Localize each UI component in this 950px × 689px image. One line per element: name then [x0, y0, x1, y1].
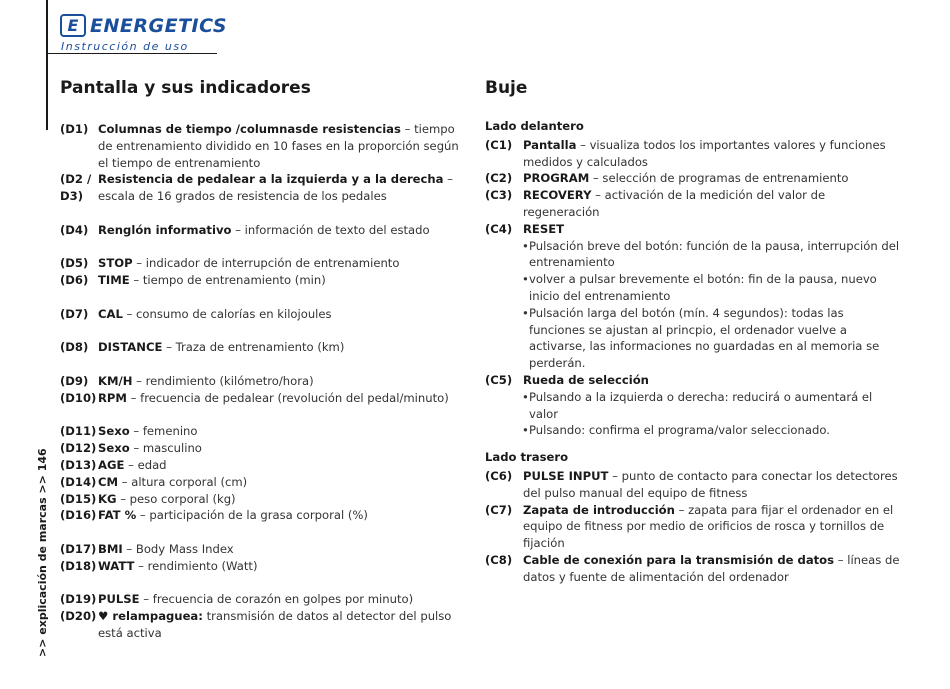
item-term: BMI: [98, 541, 123, 556]
item-code: (D17): [60, 541, 97, 556]
item-desc: – masculino: [129, 441, 202, 456]
list-item: [60, 457, 470, 474]
item-term: Cable de conexión para la transmisión de datos: [523, 552, 835, 567]
list-item: [60, 373, 470, 390]
item-code: (C4): [485, 221, 513, 236]
item-desc: – selección de programas de entrenamiento: [589, 171, 849, 186]
item-term: Rueda de selección: [523, 372, 649, 387]
display-indicators-list: [60, 121, 470, 642]
item-desc: – Body Mass Index: [122, 541, 234, 556]
bullet-item: • Pulsación breve del botón: función de la pausa, interrupción del entrenamiento: [522, 238, 900, 270]
section-heading-display: Pantalla y sus indicadores: [60, 78, 311, 98]
item-term: RECOVERY: [523, 188, 592, 203]
list-item: [485, 502, 900, 552]
item-term: Resistencia de pedalear a la izquierda y a la derecha: [98, 172, 444, 187]
section-heading-hub: Buje: [485, 78, 528, 98]
rear-side-heading: Lado trasero: [485, 450, 569, 465]
item-term: CM: [98, 474, 119, 489]
item-code: (C8): [485, 552, 513, 567]
item-code: (D11): [60, 424, 97, 439]
item-term: STOP: [98, 256, 133, 271]
list-item: [485, 221, 900, 238]
header: [60, 14, 227, 53]
item-desc: – peso corporal (kg): [116, 491, 236, 506]
list-item: [60, 222, 470, 239]
bullet-text: Pulsación larga del botón (mín. 4 segundos): todas las funciones se ajustan al princpio, el ordenador vuelve a activarse, las informaciones no guardadas en al memoria se perderán.: [529, 305, 880, 371]
list-item: [60, 558, 470, 575]
item-code: (D5): [60, 256, 89, 271]
item-code: (C3): [485, 188, 513, 203]
list-item: [60, 390, 470, 407]
bullet-item: • Pulsando: confirma el programa/valor seleccionado.: [485, 422, 900, 439]
item-term: Pantalla: [523, 137, 577, 152]
item-term: RESET: [523, 221, 565, 236]
item-term: Sexo: [98, 441, 130, 456]
bullet-text: volver a pulsar brevemente el botón: fin de la pausa, nuevo inicio del entrenamiento: [529, 272, 877, 303]
item-term: RPM: [98, 390, 127, 405]
item-desc: – rendimiento (Watt): [134, 558, 258, 573]
item-code: (D10): [60, 390, 97, 405]
item-code: (C1): [485, 137, 513, 152]
list-item: [60, 491, 470, 508]
item-desc: – activación de la medición del valor de regeneración: [523, 188, 826, 219]
item-desc: – visualiza todos los importantes valores y funciones medidos y calculados: [523, 137, 886, 169]
item-term: ♥ relampaguea:: [98, 609, 203, 624]
item-term: PULSE INPUT: [523, 468, 609, 483]
list-item: [60, 507, 470, 524]
bullet-item: • volver a pulsar brevemente el botón: fin de la pausa, nuevo inicio del entrenamiento: [485, 271, 900, 305]
item-code: (D7): [60, 306, 89, 321]
list-item: [60, 272, 470, 289]
item-term: CAL: [98, 306, 123, 321]
vertical-rule: [46, 0, 48, 130]
front-side-heading: Lado delantero: [485, 119, 584, 133]
item-term: Columnas de tiempo /columnasde resistencias: [98, 122, 401, 136]
item-desc: – participación de la grasa corporal (%): [136, 508, 368, 523]
item-term: WATT: [98, 558, 135, 573]
item-desc: – punto de contacto para conectar los detectores del pulso manual del equipo de fitness: [523, 468, 898, 500]
item-code: (D6): [60, 273, 89, 288]
item-code: (D16): [60, 508, 97, 523]
list-item: [60, 541, 470, 558]
item-code: (D14): [60, 474, 97, 489]
list-item: [60, 339, 470, 356]
list-item: [60, 440, 470, 457]
list-item: [485, 468, 900, 502]
item-term: DISTANCE: [98, 340, 163, 355]
item-term: Zapata de introducción: [523, 502, 675, 517]
item-code: (C5): [485, 372, 513, 387]
item-desc: – frecuencia de pedalear (revolución del pedal/minuto): [126, 390, 449, 405]
item-desc: – frecuencia de corazón en golpes por minuto): [139, 592, 414, 607]
list-item: [485, 552, 900, 586]
item-desc: – tiempo de entrenamiento (min): [129, 273, 326, 288]
header-rule: [46, 53, 217, 54]
brand-logo-mark: E: [60, 14, 86, 37]
item-desc: transmisión de datos al detector del pulso está activa: [98, 609, 452, 640]
item-desc: – altura corporal (cm): [118, 474, 248, 489]
list-item: [485, 372, 900, 389]
list-item: [485, 187, 900, 221]
item-term: TIME: [98, 273, 130, 288]
list-item: [60, 591, 470, 608]
item-code: (D2 / D3): [60, 172, 92, 204]
item-desc: – Traza de entrenamiento (km): [162, 340, 345, 355]
item-term: PROGRAM: [523, 171, 590, 186]
bullet-item: • Pulsando a la izquierda o derecha: reducirá o aumentará el valor: [485, 389, 900, 423]
item-code: (D1): [60, 122, 89, 136]
brand-name: ENERGETICS: [90, 14, 228, 37]
item-desc: – femenino: [129, 424, 198, 439]
manual-subtitle: Instrucción de uso: [61, 40, 189, 53]
list-item: [60, 608, 470, 642]
item-term: FAT %: [98, 508, 137, 523]
item-code: (D15): [60, 491, 97, 506]
item-term: PULSE: [98, 592, 140, 607]
list-item: [60, 255, 470, 272]
item-code: (C2): [485, 171, 513, 186]
item-desc: – consumo de calorías en kilojoules: [122, 306, 332, 321]
item-code: (C6): [485, 468, 513, 483]
item-code: (D13): [60, 457, 97, 472]
list-item: [60, 121, 470, 171]
bullet-text: Pulsación breve del botón: función de la pausa, interrupción del entrenamiento: [529, 238, 900, 270]
item-desc: – indicador de interrupción de entrenamiento: [132, 256, 400, 271]
item-term: KG: [98, 491, 117, 506]
item-code: (D8): [60, 340, 89, 355]
brand-logo: [60, 14, 227, 37]
bullet-text: Pulsando: confirma el programa/valor seleccionado.: [529, 423, 830, 438]
item-code: (C7): [485, 502, 513, 517]
bullet-item: • Pulsación larga del botón (mín. 4 segundos): todas las funciones se ajustan al princpio, el ordenador vuelve a activarse, las informaciones no guardadas en al memoria se perderán.: [485, 305, 900, 372]
side-page-label: >> explicación de marcas >> 146: [36, 448, 49, 657]
item-code: (D19): [60, 592, 97, 607]
item-code: (D20): [60, 609, 97, 624]
item-desc: – rendimiento (kilómetro/hora): [132, 373, 314, 388]
item-code: (D12): [60, 441, 97, 456]
item-desc: – tiempo de entrenamiento dividido en 10 fases en la proporción según el tiempo de entrenamiento: [98, 122, 459, 170]
item-code: (D18): [60, 558, 97, 573]
list-item: [485, 170, 900, 187]
item-desc: – líneas de datos y fuente de alimentación del ordenador: [523, 552, 900, 584]
item-term: Sexo: [98, 424, 130, 439]
item-desc: – zapata para fijar el ordenador en el equipo de fitness por medio de orificios de rosca y tornillos de fijación: [523, 502, 894, 551]
item-code: (D9): [60, 373, 89, 388]
item-desc: – información de texto del estado: [231, 222, 430, 237]
list-item: [60, 171, 470, 205]
item-desc: – edad: [124, 457, 167, 472]
bullet-text: Pulsando a la izquierda o derecha: reducirá o aumentará el valor: [529, 389, 873, 421]
list-item: [485, 137, 900, 171]
item-desc: – escala de 16 grados de resistencia de los pedales: [98, 172, 453, 204]
list-item: [60, 306, 470, 323]
item-term: AGE: [98, 457, 125, 472]
list-item: [60, 423, 470, 440]
list-item: [60, 474, 470, 491]
item-term: Renglón informativo: [98, 222, 232, 237]
hub-list: [485, 118, 900, 586]
item-code: (D4): [60, 222, 89, 237]
item-term: KM/H: [98, 373, 133, 388]
